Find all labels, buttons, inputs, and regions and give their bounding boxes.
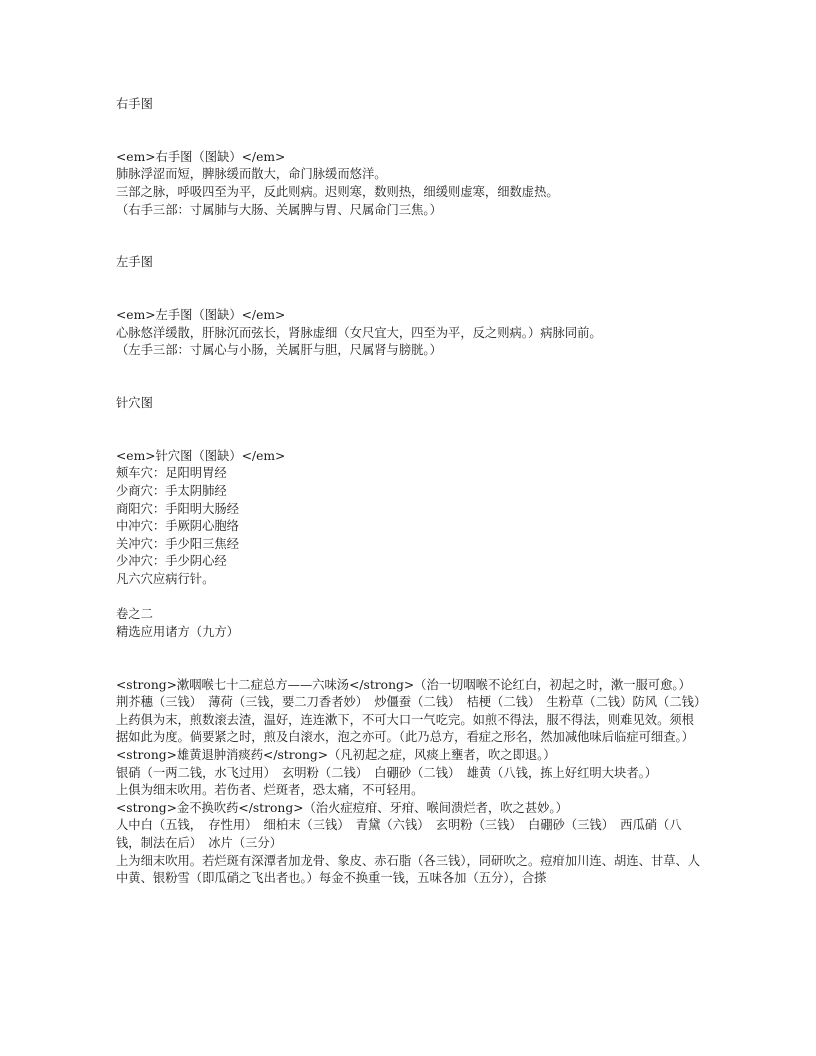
volume-heading: 卷之二 xyxy=(116,607,153,622)
text-line-lung-pulse: 肺脉浮涩而短，脾脉缓而散大，命门脉缓而悠洋。 xyxy=(116,167,387,182)
acupoint-zhongchong: 中冲穴：手厥阴心胞络 xyxy=(116,519,239,534)
spacer xyxy=(116,114,704,149)
spacer xyxy=(116,589,704,607)
section-heading-right-hand-chart: 右手图 xyxy=(116,97,153,111)
formula-ingredients-liuwei-tang: 荆芥穗（三钱） 薄荷（三钱，要二刀香者妙） 炒僵蚕（二钱） 桔梗（二钱） 生粉草（二钱）防风（二钱） xyxy=(116,695,707,710)
acupoint-shaochong: 少冲穴：手少阴心经 xyxy=(116,554,227,569)
text-line-em-left-hand-chart: <em>左手图（图缺）</em> xyxy=(116,308,286,323)
formula-directions-jinbuhuan: 上为细末吹用。若烂斑有深潭者加龙骨、象皮、赤石脂（各三钱），同研吹之。痘疳加川连、胡连、甘草、人中黄、银粉雪（即瓜硝之飞出者也。）每金不换重一钱，五味各加（五分），合搽 xyxy=(116,853,701,886)
text-line-em-right-hand-chart: <em>右手图（图缺）</em> xyxy=(116,149,286,164)
acupoint-jiache: 颊车穴：足阳明胃经 xyxy=(116,466,227,481)
formula-title-liuwei-tang: <strong>漱咽喉七十二症总方——六味汤</strong>（治一切咽喉不论红白，初起之时，漱一服可愈。） xyxy=(116,677,691,692)
section-heading-left-hand-chart: 左手图 xyxy=(116,255,153,270)
spacer xyxy=(116,413,704,448)
spacer xyxy=(116,360,704,395)
volume-subheading: 精选应用诸方（九方） xyxy=(116,624,239,639)
text-line-right-hand-three-positions: （右手三部：寸属肺与大肠、关属脾与胃、尺属命门三焦。） xyxy=(116,202,442,217)
document-body xyxy=(116,96,707,888)
formula-title-jinbuhuan: <strong>金不换吹药</strong>（治火症痘疳、牙疳、喉间溃烂者，吹之甚妙。） xyxy=(116,800,568,815)
acupoint-guanchong: 关冲穴：手少阳三焦经 xyxy=(116,536,239,551)
section-heading-acupoint-chart: 针穴图 xyxy=(116,396,153,411)
formula-title-xionghuang: <strong>雄黄退肿消痰药</strong>（凡初起之症，风痰上壅者，吹之即退。） xyxy=(116,747,556,762)
text-line-heart-pulse: 心脉悠洋缓散，肝脉沉而弦长，肾脉虚细（女尺宜大，四至为平，反之则病。）病脉同前。 xyxy=(116,325,602,340)
formula-ingredients-jinbuhuan: 人中白（五钱， 存性用） 细柏末（三钱） 青黛（六钱） 玄明粉（三钱） 白硼砂（三钱） 西瓜硝（八钱，制法在后） 冰片（三分） xyxy=(116,818,682,850)
acupoint-shangyang: 商阳穴：手阳明大肠经 xyxy=(116,501,239,516)
spacer xyxy=(116,641,704,676)
formula-directions-liuwei-tang: 上药俱为末，煎数滚去渣，温好，连连漱下，不可大口一气吃完。如煎不得法，服不得法，则难见效。须根据如此为度。倘要紧之时，煎及白滚水，泡之亦可。（此乃总方，看症之形名，然加减他味后临症可细查。） xyxy=(116,712,694,745)
acupoint-summary: 凡六穴应病行针。 xyxy=(116,572,215,587)
formula-directions-xionghuang: 上俱为细末吹用。若伤者、烂斑者，恐太痛，不可轻用。 xyxy=(116,783,424,798)
text-line-three-positions-pulse: 三部之脉，呼吸四至为平，反此则病。迟则寒，数则热，细缓则虚寒，细数虚热。 xyxy=(116,184,559,199)
formula-ingredients-xionghuang: 银硝（一两二钱，水飞过用） 玄明粉（二钱） 白硼砂（二钱） 雄黄（八钱，拣上好红明大块者。） xyxy=(116,765,658,780)
text-line-left-hand-three-positions: （左手三部：寸属心与小肠，关属肝与胆，尺属肾与膀胱。） xyxy=(116,343,442,358)
spacer xyxy=(116,219,704,254)
text-line-em-acupoint-chart: <em>针穴图（图缺）</em> xyxy=(116,448,286,463)
spacer xyxy=(116,272,704,307)
acupoint-shaoshang: 少商穴：手太阴肺经 xyxy=(116,484,227,499)
